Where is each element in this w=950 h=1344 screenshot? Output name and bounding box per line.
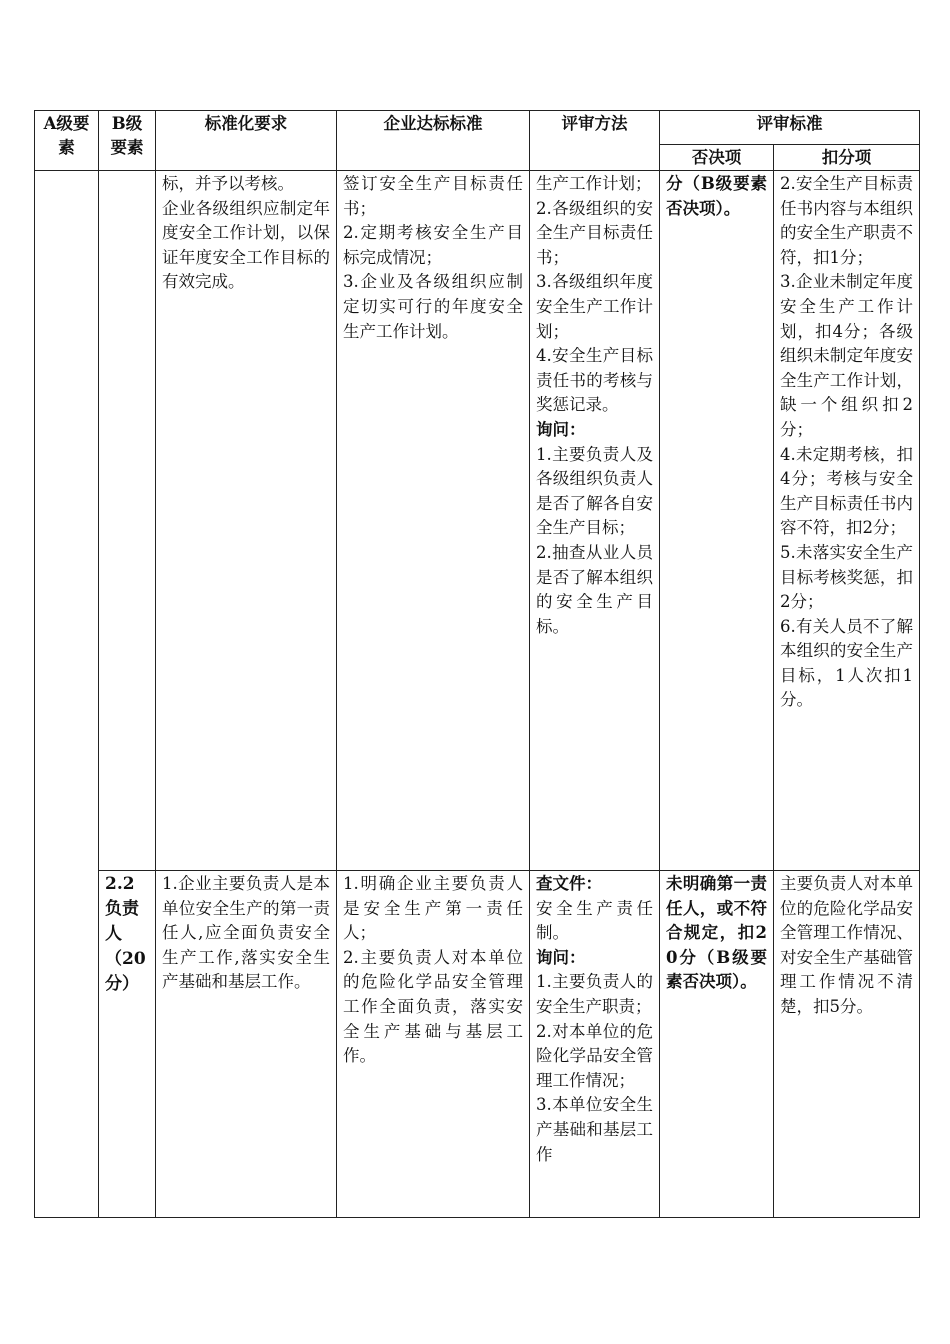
method-line: 2.抽查从业人员是否了解本组织的安全生产目标。 — [536, 542, 653, 636]
cell-requirement — [156, 171, 337, 871]
standard-table — [34, 110, 920, 1218]
deduction-line: 6.有关人员不了解本组织的安全生产目标，1人次扣1分。 — [780, 616, 913, 710]
cell-method — [530, 171, 660, 871]
standard-line: 1.明确企业主要负责人是安全生产第一责任人； — [343, 874, 523, 943]
standard-line: 3.企业及各级组织应制定切实可行的年度安全生产工作计划。 — [343, 272, 523, 341]
header-veto: 否决项 — [660, 145, 774, 171]
table-row — [35, 171, 920, 871]
header-b-level: B级要素 — [99, 111, 156, 171]
method-line: 2.对本单位的危险化学品安全管理工作情况； — [536, 1021, 653, 1090]
header-a-level: A级要素 — [35, 111, 99, 171]
standard-line: 2.主要负责人对本单位的危险化学品安全管理工作全面负责，落实安全生产基础与基层工作。 — [343, 947, 523, 1066]
cell-a-level — [35, 171, 99, 1218]
header-method: 评审方法 — [530, 111, 660, 171]
deduction-line: 4.未定期考核，扣4分；考核与安全生产目标责任书内容不符，扣2分； — [780, 444, 913, 538]
header-standard: 企业达标标准 — [337, 111, 530, 171]
method-heading: 询问： — [536, 419, 586, 439]
cell-deduction — [774, 171, 920, 871]
standard-line: 签订安全生产目标责任书； — [343, 174, 523, 218]
requirement-line: 企业各级组织应制定年度安全工作计划，以保证年度安全工作目标的有效完成。 — [162, 198, 330, 292]
cell-b-level: 2.2负责人（20分） — [99, 871, 156, 1218]
cell-deduction — [774, 871, 920, 1218]
method-line: 3.本单位安全生产基础和基层工作 — [536, 1095, 653, 1164]
requirement-line: 1.企业主要负责人是本单位安全生产的第一责任人,应全面负责安全生产工作,落实安全生产基础和基层工作。 — [162, 874, 330, 992]
method-heading: 查文件： — [536, 874, 602, 893]
deduction-line: 5.未落实安全生产目标考核奖惩，扣2分； — [780, 542, 913, 612]
method-line: 4.安全生产目标责任书的考核与奖惩记录。 — [536, 346, 653, 415]
cell-requirement — [156, 871, 337, 1218]
method-line: 1.主要负责人的安全生产职责； — [536, 972, 653, 1016]
header-requirement: 标准化要求 — [156, 111, 337, 171]
method-line: 安全生产责任制。 — [536, 898, 653, 943]
deduction-line: 主要负责人对本单位的危险化学品安全管理工作情况、对安全生产基础管理工作情况不清楚，扣5分。 — [780, 874, 913, 1016]
cell-standard — [337, 871, 530, 1218]
cell-veto: 分（B级要素否决项）。 — [660, 171, 774, 871]
method-line: 1.主要负责人及各级组织负责人是否了解各自安全生产目标； — [536, 444, 653, 538]
table-row — [35, 871, 920, 1218]
cell-veto: 未明确第一责任人，或不符合规定，扣20分（B级要素否决项）。 — [660, 871, 774, 1218]
cell-b-level — [99, 171, 156, 871]
method-line: 2.各级组织的安全生产目标责任书； — [536, 198, 653, 267]
deduction-line: 2.安全生产目标责任书内容与本组织的安全生产职责不符，扣1分； — [780, 174, 913, 267]
cell-method — [530, 871, 660, 1218]
requirement-line: 标，并予以考核。 — [162, 174, 294, 193]
cell-standard — [337, 171, 530, 871]
method-line: 3.各级组织年度安全生产工作计划； — [536, 272, 653, 341]
method-heading: 询问： — [536, 947, 586, 967]
header-criteria: 评审标准 — [660, 111, 920, 145]
method-line: 生产工作计划； — [536, 174, 652, 193]
deduction-line: 3.企业未制定年度安全生产工作计划，扣4分；各级组织未制定年度安全生产工作计划，缺一个组织扣2分； — [780, 272, 913, 439]
header-deduction: 扣分项 — [774, 145, 920, 171]
standard-line: 2.定期考核安全生产目标完成情况； — [343, 223, 523, 267]
